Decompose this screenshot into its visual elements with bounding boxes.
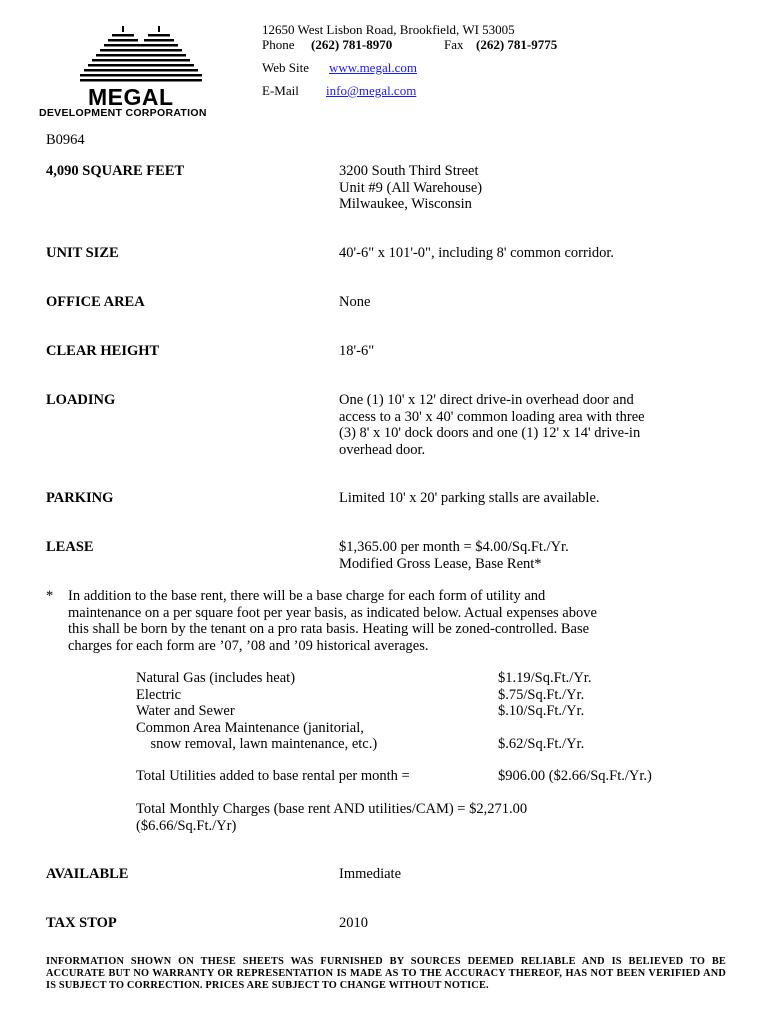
loading-label: LOADING: [46, 392, 116, 408]
website-link[interactable]: www.megal.com: [329, 60, 417, 75]
phone-number: (262) 781-8970: [311, 37, 393, 52]
utility-name: Electric: [136, 686, 182, 703]
unit-size-value: 40'-6" x 101'-0", including 8' common corridor.: [339, 245, 614, 261]
unit-size-label: UNIT SIZE: [46, 245, 119, 261]
lease-line: Modified Gross Lease, Base Rent*: [339, 555, 542, 572]
utility-name: snow removal, lawn maintenance, etc.): [136, 736, 378, 752]
fax-label: Fax: [444, 37, 464, 52]
website-label: Web Site: [262, 60, 309, 75]
disclaimer: INFORMATION SHOWN ON THESE SHEETS WAS FURNISHED BY SOURCES DEEMED RELIABLE AND IS BELIEVED TO BE ACCURATE BUT NO WARRANTY OR REPRESENTATION IS MADE AS TO THE ACCURACY THEREOF, HAS NOT BEEN VERIFIED AND IS SUBJECT TO CORRECTION. PRICES ARE SUBJECT TO CHANGE WITHOUT NOTICE.: [46, 956, 726, 991]
loading-line: overhead door.: [339, 441, 426, 458]
logo-subtitle: DEVELOPMENT CORPORATION: [39, 107, 207, 119]
total-monthly-line: ($6.66/Sq.Ft./Yr): [136, 817, 237, 834]
phone-label: Phone: [262, 37, 295, 52]
loading-line: (3) 8' x 10' dock doors and one (1) 12' x 14' drive-in: [339, 425, 641, 441]
utility-rate: $.62/Sq.Ft./Yr.: [498, 736, 585, 752]
property-address: [339, 163, 729, 213]
available-label: AVAILABLE: [46, 866, 129, 882]
parking-label: PARKING: [46, 490, 114, 506]
address-line: Milwaukee, Wisconsin: [339, 196, 472, 212]
utility-rates: [498, 670, 591, 753]
email-label: E-Mail: [262, 83, 299, 98]
square-feet-label: 4,090 SQUARE FEET: [46, 163, 185, 179]
office-area-label: OFFICE AREA: [46, 294, 145, 310]
tax-stop-value: 2010: [339, 915, 368, 931]
clear-height-label: CLEAR HEIGHT: [46, 343, 160, 359]
loading-line: One (1) 10' x 12' direct drive-in overhead door and: [339, 392, 634, 408]
utility-name: Common Area Maintenance (janitorial,: [136, 719, 364, 736]
loading-line: access to a 30' x 40' common loading area with three: [339, 408, 645, 425]
company-address: 12650 West Lisbon Road, Brookfield, WI 53005: [262, 22, 515, 37]
loading-value: [339, 392, 729, 458]
utility-rate: $.10/Sq.Ft./Yr.: [498, 703, 585, 719]
logo-wordmark: MEGAL: [88, 84, 174, 110]
note-line: In addition to the base rent, there will be a base charge for each form of utility and: [68, 588, 546, 604]
total-utilities-value: $906.00 ($2.66/Sq.Ft./Yr.): [498, 768, 652, 784]
footnote-marker: *: [46, 588, 54, 604]
total-monthly-charges: [136, 801, 527, 834]
utility-names: [136, 670, 377, 753]
base-charge-note: [68, 588, 728, 654]
utility-name: Water and Sewer: [136, 703, 235, 719]
total-utilities-label: Total Utilities added to base rental per month =: [136, 768, 410, 784]
tax-stop-label: TAX STOP: [46, 915, 117, 931]
note-line: this shall be born by the tenant on a pro rata basis. Heating will be zoned-controlled. Base: [68, 621, 590, 637]
utility-rate: $1.19/Sq.Ft./Yr.: [498, 670, 592, 686]
utility-name: Natural Gas (includes heat): [136, 670, 296, 686]
lease-value: [339, 539, 729, 572]
email-link[interactable]: info@megal.com: [326, 83, 417, 98]
parking-value: Limited 10' x 20' parking stalls are available.: [339, 490, 600, 506]
available-value: Immediate: [339, 866, 402, 882]
utility-rate: [498, 720, 591, 737]
note-line: maintenance on a per square foot per year basis, as indicated below. Actual expenses above: [68, 604, 597, 621]
clear-height-value: 18'-6": [339, 343, 375, 359]
utility-rate: $.75/Sq.Ft./Yr.: [498, 686, 585, 703]
lease-label: LEASE: [46, 539, 94, 555]
office-area-value: None: [339, 294, 371, 310]
address-line: Unit #9 (All Warehouse): [339, 179, 483, 196]
address-line: 3200 South Third Street: [339, 163, 479, 179]
lease-line: $1,365.00 per month = $4.00/Sq.Ft./Yr.: [339, 539, 569, 555]
total-monthly-line: Total Monthly Charges (base rent AND utilities/CAM) = $2,271.00: [136, 801, 528, 817]
note-line: charges for each form are ’07, ’08 and ’09 historical averages.: [68, 637, 429, 654]
listing-id: B0964: [46, 132, 85, 148]
fax-number: (262) 781-9775: [476, 37, 558, 52]
